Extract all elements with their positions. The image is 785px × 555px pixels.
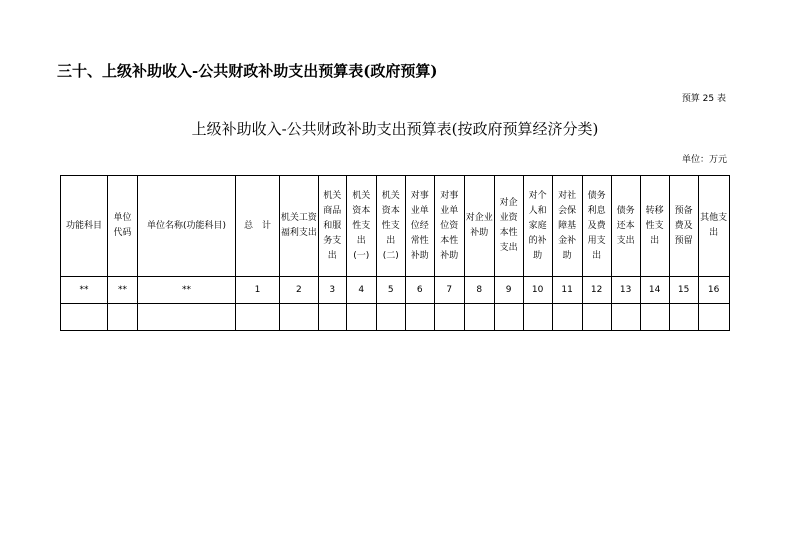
table-cell bbox=[138, 304, 236, 331]
col-header-wage-welfare: 机关工资福利支出 bbox=[280, 176, 319, 277]
table-cell bbox=[434, 304, 464, 331]
table-cell bbox=[405, 304, 434, 331]
table-cell bbox=[611, 304, 640, 331]
table-cell: 4 bbox=[346, 277, 376, 304]
col-header-social-security: 对社会保障基金补助 bbox=[552, 176, 582, 277]
col-header-capital-2: 机关资本性支出(二) bbox=[376, 176, 405, 277]
unit-label: 单位：万元 bbox=[681, 155, 727, 165]
col-header-debt-principal: 债务还本支出 bbox=[611, 176, 640, 277]
table-cell bbox=[236, 304, 280, 331]
table-title: 上级补助收入-公共财政补助支出预算表(按政府预算经济分类) bbox=[191, 120, 599, 138]
table-cell bbox=[346, 304, 376, 331]
col-header-transfer: 转移性支出 bbox=[640, 176, 669, 277]
table-cell: 8 bbox=[464, 277, 494, 304]
col-header-institution-recurrent: 对事业单位经常性补助 bbox=[405, 176, 434, 277]
col-header-other: 其他支出 bbox=[698, 176, 729, 277]
table-cell bbox=[318, 304, 346, 331]
table-cell bbox=[523, 304, 552, 331]
table-cell: 9 bbox=[494, 277, 523, 304]
table-cell: 13 bbox=[611, 277, 640, 304]
col-header-unit-name: 单位名称(功能科目) bbox=[138, 176, 236, 277]
col-header-unit-code: 单位代码 bbox=[108, 176, 138, 277]
col-header-capital-1: 机关资本性支出(一) bbox=[346, 176, 376, 277]
table-cell bbox=[698, 304, 729, 331]
table-cell: ** bbox=[61, 277, 108, 304]
table-cell bbox=[582, 304, 611, 331]
table-cell bbox=[640, 304, 669, 331]
table-cell: 6 bbox=[405, 277, 434, 304]
table-cell: 5 bbox=[376, 277, 405, 304]
col-header-individual-household: 对个人和家庭的补助 bbox=[523, 176, 552, 277]
table-number: 预算 25 表 bbox=[681, 94, 726, 104]
col-header-goods-services: 机关商品和服务支出 bbox=[318, 176, 346, 277]
col-header-total: 总 计 bbox=[236, 176, 280, 277]
table-cell bbox=[464, 304, 494, 331]
table-row bbox=[61, 277, 730, 304]
table-cell bbox=[280, 304, 319, 331]
col-header-enterprise-capital: 对企业资本性支出 bbox=[494, 176, 523, 277]
col-header-enterprise-subsidy: 对企业补助 bbox=[464, 176, 494, 277]
table-cell: 7 bbox=[434, 277, 464, 304]
section-title: 三十、上级补助收入-公共财政补助支出预算表(政府预算) bbox=[57, 62, 438, 80]
table-cell: 12 bbox=[582, 277, 611, 304]
table-cell: 3 bbox=[318, 277, 346, 304]
table-cell: 15 bbox=[669, 277, 698, 304]
col-header-function-subject: 功能科目 bbox=[61, 176, 108, 277]
table-cell: 1 bbox=[236, 277, 280, 304]
table-cell: ** bbox=[108, 277, 138, 304]
table-cell: 11 bbox=[552, 277, 582, 304]
table-cell bbox=[108, 304, 138, 331]
table-cell: 16 bbox=[698, 277, 729, 304]
table-cell bbox=[669, 304, 698, 331]
table-cell: ** bbox=[138, 277, 236, 304]
table-cell: 14 bbox=[640, 277, 669, 304]
table-cell bbox=[494, 304, 523, 331]
budget-table bbox=[60, 175, 730, 331]
table-cell bbox=[61, 304, 108, 331]
col-header-reserve: 预备费及预留 bbox=[669, 176, 698, 277]
table-row bbox=[61, 304, 730, 331]
col-header-institution-capital: 对事业单位资本性补助 bbox=[434, 176, 464, 277]
table-cell: 10 bbox=[523, 277, 552, 304]
header-row bbox=[61, 176, 730, 277]
col-header-debt-interest: 债务利息及费用支出 bbox=[582, 176, 611, 277]
table-cell: 2 bbox=[280, 277, 319, 304]
table-cell bbox=[376, 304, 405, 331]
table-cell bbox=[552, 304, 582, 331]
